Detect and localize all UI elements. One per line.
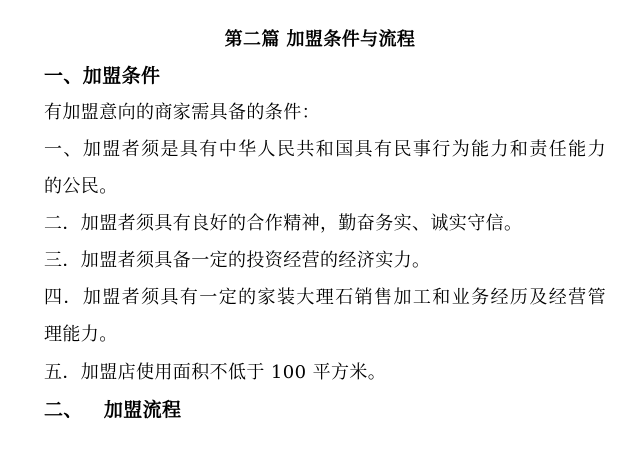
section-heading-join-conditions: 一、加盟条件 [44, 65, 161, 87]
condition-1-line-1: 一、加盟者须是具有中华人民共和国具有民事行为能力和责任能力 [44, 139, 606, 160]
condition-2: 二．加盟者须具有良好的合作精神，勤奋务实、诚实守信。 [44, 213, 523, 234]
page-title: 第二篇 加盟条件与流程 [224, 29, 416, 50]
condition-1-line-2: 的公民。 [44, 176, 118, 197]
condition-5: 五．加盟店使用面积不低于 100 平方米。 [44, 362, 387, 383]
condition-3: 三．加盟者须具备一定的投资经营的经济实力。 [44, 250, 431, 271]
intro-text: 有加盟意向的商家需具备的条件： [44, 102, 320, 123]
section-heading-join-process: 二、 加盟流程 [44, 399, 182, 421]
condition-4-line-1: 四．加盟者须具有一定的家装大理石销售加工和业务经历及经营管 [44, 287, 606, 308]
condition-4-line-2: 理能力。 [44, 324, 118, 345]
